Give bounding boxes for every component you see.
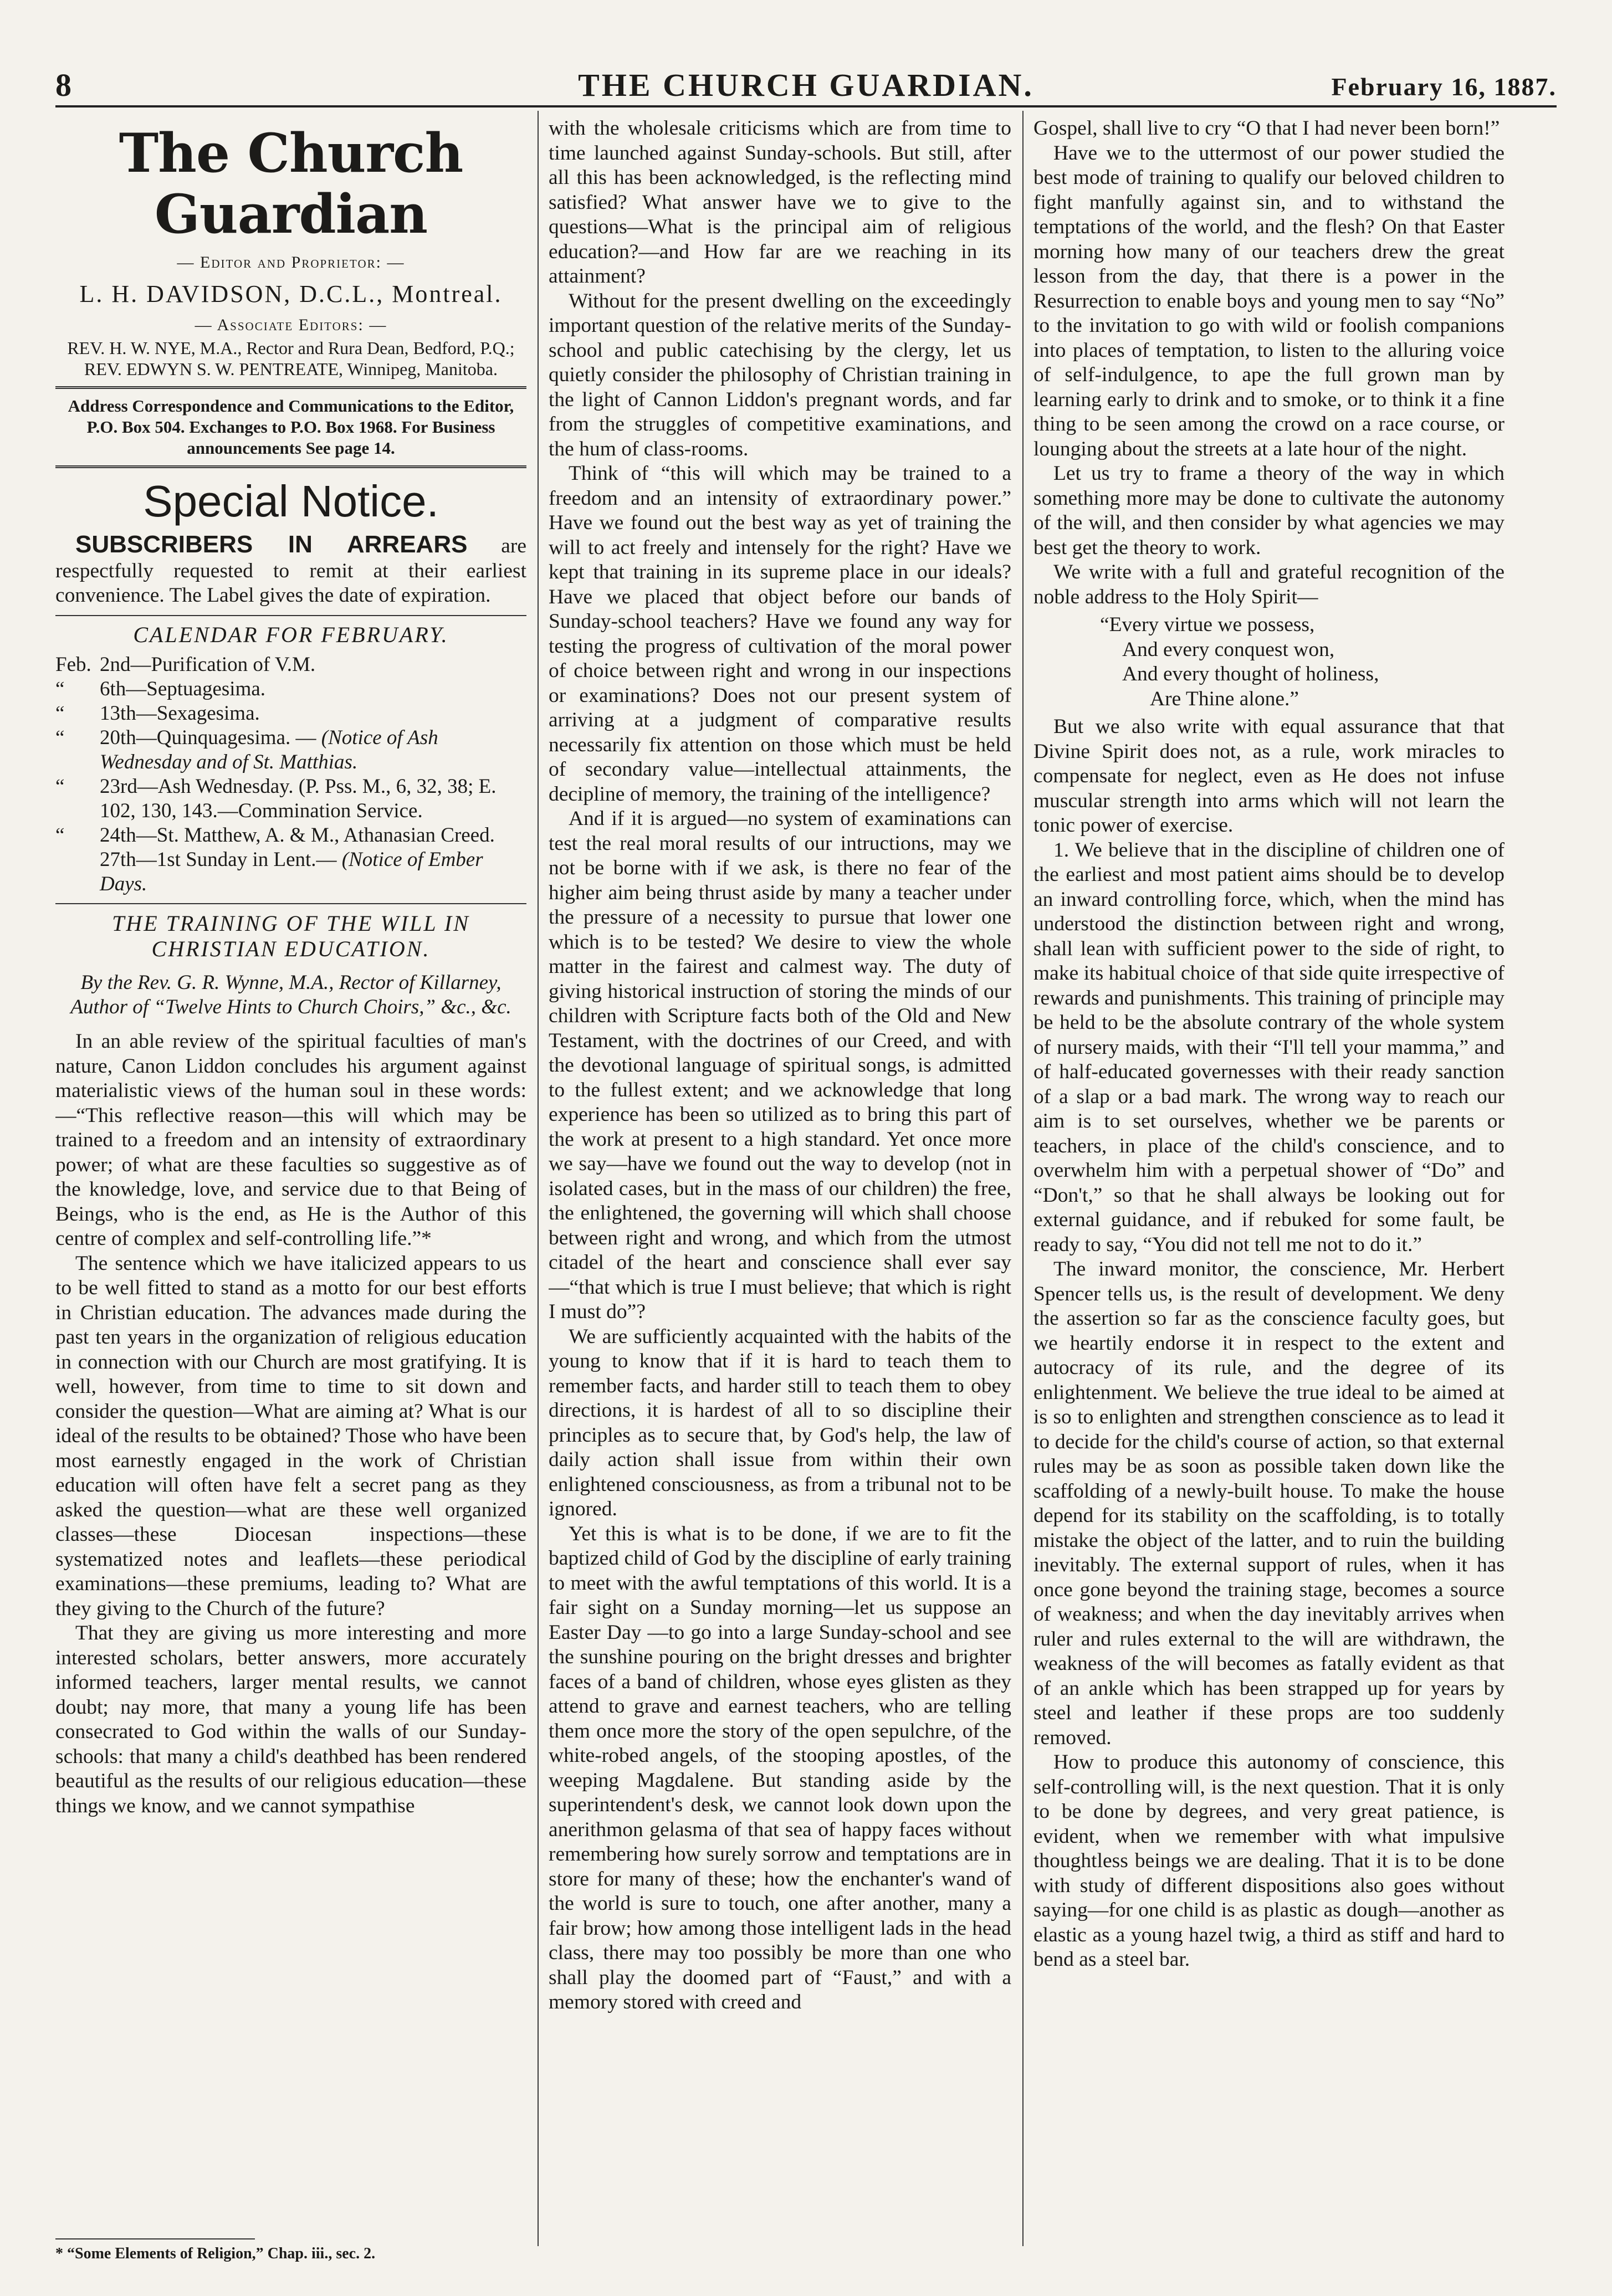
editor-name: L. H. DAVIDSON, D.C.L., Montreal. — [79, 280, 503, 308]
column-rule — [538, 111, 539, 2246]
divider — [55, 903, 526, 904]
article-paragraph: Let us try to frame a theory of the way in which something more may be done to cultivate the autonomy of the will, and then consider by what agencies we may best get the theory to work. — [1033, 462, 1504, 559]
calendar-row — [55, 701, 526, 726]
verse-line: “Every virtue we possess, — [1100, 613, 1315, 636]
calendar-entry: 23rd—Ash Wednesday. (P. Pss. M., 6, 32, 38; E. 102, 130, 143.—Commination Service. — [100, 775, 497, 822]
divider — [55, 386, 526, 389]
article-paragraph: Gospel, shall live to cry “O that I had never been born!” — [1033, 117, 1500, 140]
verse-line: Are Thine alone.” — [1150, 687, 1299, 710]
calendar-entry: 27th—1st Sunday in Lent.— — [100, 848, 342, 871]
article-paragraph: The sentence which we have italicized appears to us to be well fitted to stand as a motto for our best efforts in Christian education. The advances made during the past ten years in the organization of religious education in connection with our Church are most gratifying. It is well, however, from time to time to sit down and consider the question—What are aiming at? What is our ideal of the results to be obtained? Those who have been most earnestly engaged in the work of Christian education will often have felt a secret pang as they asked the question—what are these well organized classes—these Diocesan inspections—these systematized notes and leaflets—these periodical examinations—these premiums, leading to? What are they giving to the Church of the future? — [55, 1252, 526, 1620]
calendar-note: (Notice of Ash Wednesday and of St. Matthias. — [100, 726, 438, 773]
calendar-month: “ — [55, 702, 65, 725]
footnote-rule — [55, 2238, 255, 2239]
divider — [55, 615, 526, 616]
article-paragraph: We write with a full and grateful recognition of the noble address to the Holy Spirit— — [1033, 561, 1504, 608]
calendar-entry: 24th—St. Matthew, A. & M., Athanasian Creed. — [100, 824, 495, 847]
calendar-entry: 2nd—Purification of V.M. — [100, 653, 316, 676]
calendar-month: “ — [55, 775, 65, 798]
article-paragraph: In an able review of the spiritual faculties of man's nature, Canon Liddon concludes his argument against materialistic views of the human soul in these words:—“This reflective reason—this will which may be trained to a freedom and an intensity of extraordinary power; of what are these faculties so suggestive as of the knowledge, love, and service due to that Being of Beings, who is the end, as He is the Author of this centre of complex and self-controlling life.”* — [55, 1030, 526, 1250]
running-head — [55, 66, 1557, 107]
calendar-month — [55, 848, 100, 896]
article-paragraph: Have we to the uttermost of our power studied the best mode of training to qualify our beloved children to fight manfully against sin, and to withstand the temptations of the world, and the flesh? On that Easter morning how many of our teachers drew the great lesson from the day, that there is a power in the Resurrection to enable boys and young men to say “No” to the invitation to go with wild or foolish companions into places of temptation, to listen to the alluring voice of self-indulgence, to ape the full grown man by learning early to drink and to smoke, or to think it a fine thing to be seen among the crowd on a race course, or lounging about the streets at a late hour of the night. — [1033, 141, 1504, 460]
calendar-row — [55, 653, 526, 677]
calendar-row — [55, 677, 526, 701]
article-paragraph: How to produce this autonomy of conscience, this self-controlling will, is the next question. That it is only to be done by degrees, and very great patience, is evident, when we remember with what impulsive thoughtless beings we are dealing. That it is to be done with study of different dispositions also goes without saying—for one child is as plastic as dough—another as elastic as a young hazel twig, a third as stiff and hard to bend as a steel bar. — [1033, 1751, 1504, 1971]
verse-line: And every thought of holiness, — [1122, 663, 1379, 685]
special-notice-body: are respectfully requested to remit at their earliest convenience. The Label gives the date of expiration. — [55, 535, 526, 607]
article-paragraph: with the wholesale criticisms which are from time to time launched against Sunday-schools. But still, after all this has been acknowledged, is the reflecting mind satisfied? What answer have we to give to the questions—What is the principal aim of religious education?—and How far are we reaching in its attainment? — [549, 117, 1011, 288]
editor-label: — Editor and Proprietor: — — [177, 253, 405, 271]
page-number: 8 — [55, 67, 71, 103]
column-rule — [1022, 111, 1024, 2246]
article-paragraph: Without for the present dwelling on the exceedingly important question of the relative merits of the Sunday-school and public catechising by the clergy, let us quietly consider the philosophy of Christian training in the light of Cannon Liddon's pregnant words, and far from the struggles of competitive examinations, and the hum of class-rooms. — [549, 289, 1011, 460]
address-note: Address Correspondence and Communications to the Editor, P.O. Box 504. Exchanges to P.O. Box 1968. For Business announcements See page 14. — [68, 396, 514, 458]
associate-editors: REV. H. W. NYE, M.A., Rector and Rura Dean, Bedford, P.Q.; REV. EDWYN S. W. PENTREATE, Winnipeg, Manitoba. — [67, 338, 515, 379]
calendar-note: (Notice of Ember Days. — [100, 848, 483, 895]
verse-line: And every conquest won, — [1122, 638, 1335, 661]
paper-title: THE CHURCH GUARDIAN. — [578, 67, 1034, 103]
calendar-month: “ — [55, 824, 65, 847]
calendar-list — [55, 653, 526, 896]
calendar-month: “ — [55, 678, 65, 700]
calendar-entry: 6th—Septuagesima. — [100, 678, 266, 700]
column-1 — [55, 116, 526, 2235]
calendar-row — [55, 848, 526, 896]
article-paragraph: That they are giving us more interesting and more interested scholars, better answers, more accurately informed teachers, larger mental results, we cannot doubt; nay more, that many a young life has been consecrated to God within the walls of our Sunday-schools: that many a child's deathbed has been rendered beautiful as the results of our religious education—these things we know, and we cannot sympathise — [55, 1622, 526, 1817]
column-3 — [1033, 116, 1504, 2235]
calendar-row — [55, 726, 526, 775]
article-paragraph: 1. We believe that in the discipline of children one of the earliest and most patient aims should be to develop an inward controlling force, which, when the mind has understood the distinction between right and wrong, shall lean with sufficient power to the side of right, to make its habitual choice of that side quite irrespective of rewards and punishments. This training of principle may be held to be the absolute contrary of the whole system of nursery maids, with their “I'll tell your mamma,” and of half-educated governesses with their ready sanction of a slap or a bad mark. The wrong way to reach our aim is to set ourselves, whether we be parents or teachers, in place of the child's conscience, and to overwhelm him with a perpetual shower of “Do” and “Don't,” so that he shall always be looking out for external guidance, and if rebuked for some fault, be ready to say, “You did not tell me not to do it.” — [1033, 838, 1504, 1256]
hymn-verse — [1100, 613, 1504, 711]
article-title: THE TRAINING OF THE WILL IN CHRISTIAN EDUCATION. — [112, 911, 470, 961]
article-paragraph: Think of “this will which may be trained to a freedom and an intensity of extraordinary power.” Have we found out the best way as yet of training the will to act freely and intensely for the right? Have we kept that training in its supreme place in our ideals? Have we placed that object before our bands of Sunday-school teachers? Have we found any way for testing the progress of cultivation of the moral power of choice between right and wrong in our inspections or examinations? Does not our present system of arriving at a judgment of comparative results necessarily fix attention on those which must be held of secondary value—intellectual attainments, the decipline of memory, the training of the intelligence? — [549, 462, 1011, 806]
article-byline: By the Rev. G. R. Wynne, M.A., Rector of Killarney, Author of “Twelve Hints to Church Choirs,” &c., &c. — [70, 971, 511, 1018]
calendar-entry: 13th—Sexagesima. — [100, 702, 260, 725]
associates-label: — Associate Editors: — — [195, 315, 387, 334]
calendar-month: Feb. — [55, 653, 91, 676]
calendar-title: CALENDAR FOR FEBRUARY. — [133, 622, 449, 647]
subscribers-heading: SUBSCRIBERS IN ARREARS — [75, 531, 468, 558]
divider — [55, 465, 526, 468]
article-paragraph: And if it is argued—no system of examinations can test the real moral results of our intructions, may we not be borne with if we ask, is there no fear of the higher aim being thrust aside by many a teacher under the pressure of a necessity to pursue that lower one which is to be tested? We desire to view the whole matter in the fairest and calmest way. The duty of giving historical instruction of storing the minds of our children with Scripture facts both of the Old and New Testament, with the doctrines of our Creed, and with the devotional language of spiritual songs, is admitted to the fullest extent; and we acknowledge that long experience has been so utilized as to bring this part of the work at present to a high standard. Yet once more we say—have we found out the way to develop (not in isolated cases, but in the mass of our children) the free, the enlightened, the governing will which shall choose between right and wrong, and which from the utmost citadel of the heart and conscience shall ever say—“that which is true I must believe; that which is right I must do”? — [549, 807, 1011, 1323]
special-notice-title: Special Notice. — [143, 476, 439, 526]
calendar-month: “ — [55, 726, 65, 749]
calendar-row — [55, 775, 526, 823]
article-paragraph: The inward monitor, the conscience, Mr. Herbert Spencer tells us, is the result of development. We deny the assertion so far as the conscience faculty goes, but we heartily endorse it in respect to the extent and autocracy of its rule, and the degree of its enlightenment. We believe the true ideal to be aimed at is so to enlighten and strengthen conscience as to lead it to decide for the child's course of action, so that external rules may be as soon as possible taken down like the scaffolding of a newly-built house. To make the house depend for its stability on the scaffolding, is to totally mistake the object of the latter, and to ruin the building inevitably. The external support of rules, when it has once gone beyond the training stage, becomes a source of weakness; and when the day inevitably arrives when ruler and rules external to the will are withdrawn, the weakness of the will becomes as fatally evident as that of an ankle which has been strapped up for years by steel and leather if these props are too suddenly removed. — [1033, 1258, 1504, 1749]
column-2 — [549, 116, 1011, 2235]
masthead-title: The Church Guardian — [119, 122, 463, 245]
article-paragraph: We are sufficiently acquainted with the habits of the young to know that if it is hard to teach them to remember facts, and harder still to teach them to obey directions, it is hardest of all to so discipline their principles as to secure that, by God's help, the law of daily action shall issue from within their own enlightened consciousness, as from a tribunal not to be ignored. — [549, 1325, 1011, 1520]
footnote: * “Some Elements of Religion,” Chap. iii., sec. 2. — [55, 2245, 376, 2262]
special-notice-text — [55, 532, 526, 608]
article-paragraph: But we also write with equal assurance that that Divine Spirit does not, as a rule, work miracles to compensate for neglect, even as He does not infuse muscular strength into arms which will not learn the tonic power of exercise. — [1033, 715, 1504, 837]
calendar-entry: 20th—Quinquagesima. — — [100, 726, 321, 749]
calendar-row — [55, 823, 526, 848]
issue-date: February 16, 1887. — [1331, 73, 1557, 101]
article-paragraph: Yet this is what is to be done, if we are to fit the baptized child of God by the discipline of early training to meet with the awful temptations of this world. It is a fair sight on a Sunday morning—let us suppose an Easter Day —to go into a large Sunday-school and see the sunshine pouring on the bright dresses and brighter faces of a band of children, whose eyes glisten as they attend to grave and earnest teachers, who are telling them once more the story of the open sepulchre, of the white-robed angels, of the stooping apostles, of the weeping Magdalene. But standing aside by the superintendent's desk, we cannot look down upon the anerithmon gelasma of that sea of happy faces without remembering how surely sorrow and temptations are in store for many of these; how the enchanter's wand of the world is sure to touch, one after another, many a fair brow; how among those intelligent lads in the head class, there may too possibly be more than one who shall play the doomed part of “Faust,” and with a memory stored with creed and — [549, 1522, 1011, 2013]
